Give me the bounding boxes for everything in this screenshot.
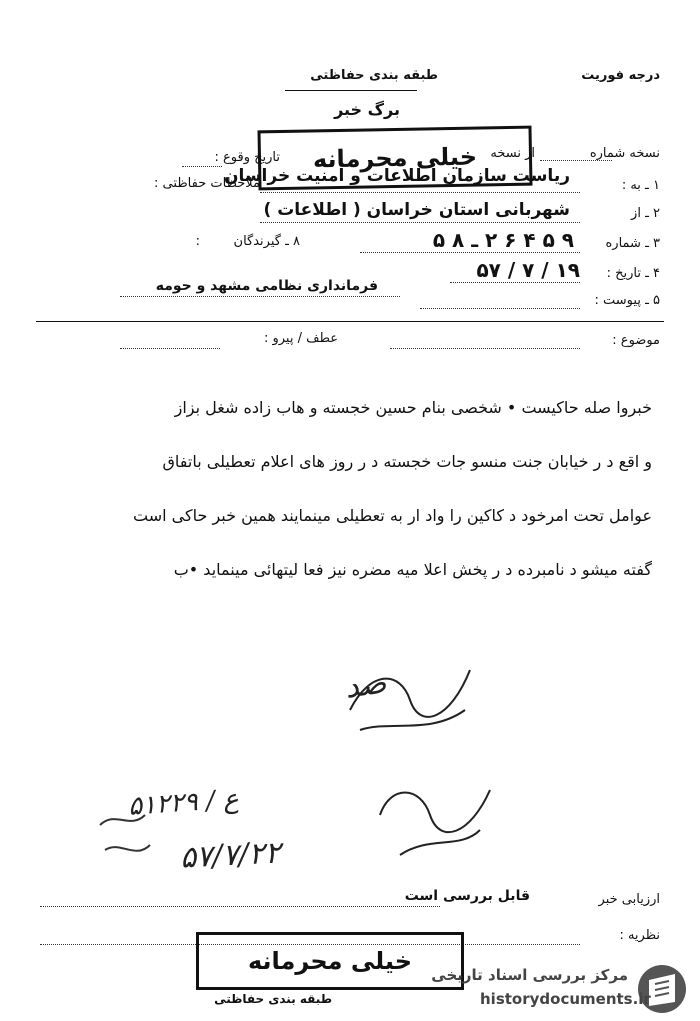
attachment-label: ۵ ـ پیوست : bbox=[594, 293, 660, 308]
footer-classification: طبقه بندی حفاظتی bbox=[214, 992, 332, 1006]
handwritten-date: ۵۷/۷/۲۲ bbox=[179, 835, 282, 876]
reference-label: عطف / پیرو : bbox=[263, 331, 338, 346]
attachment-dots bbox=[420, 308, 580, 309]
signature-1-scribble bbox=[340, 650, 480, 740]
copy-number-dots bbox=[540, 160, 612, 161]
occurrence-date-label: تاریخ وقوع : bbox=[214, 150, 280, 165]
recipient-value: فرمانداری نظامی مشهد و حومه bbox=[155, 278, 378, 294]
security-remarks-label: ملاحظات حفاظتی : bbox=[154, 176, 260, 191]
header-separator bbox=[36, 321, 664, 322]
urgency-label: درجه فوریت bbox=[581, 68, 660, 83]
signature-2-scribble bbox=[370, 775, 500, 865]
evaluation-dots bbox=[40, 906, 440, 907]
number-dots bbox=[360, 252, 580, 253]
recipients-label: ۸ ـ گیرندگان bbox=[233, 234, 300, 249]
form-title: برگ خبر bbox=[334, 100, 400, 119]
comment-label: نظریه : bbox=[619, 928, 660, 943]
watermark-org: مرکز بررسی اسناد تاریخی bbox=[431, 966, 628, 984]
number-value: ۹ ۵ ۴ ۶ ۲ ـ ۸ ۵ bbox=[432, 228, 574, 252]
body-line-1: خبروا صله حاکیست • شخصی بنام حسین خجسته و هاب زاده شغل بزاز bbox=[174, 398, 652, 417]
from-copy-label: از نسخه bbox=[490, 146, 535, 161]
watermark-url: historydocuments.ir bbox=[480, 990, 651, 1008]
classification-label: طبقه بندی حفاظتی bbox=[310, 68, 438, 83]
to-dots bbox=[260, 192, 580, 193]
evaluation-value: قابل بررسی است bbox=[404, 888, 530, 904]
bottom-secret-stamp: خیلی محرمانه bbox=[196, 932, 464, 990]
date-value: ۱۹ / ۷ / ۵۷ bbox=[476, 258, 580, 282]
reference-dots bbox=[120, 348, 220, 349]
date-label: ۴ ـ تاریخ : bbox=[606, 266, 660, 281]
evaluation-label: ارزیابی خبر bbox=[598, 892, 660, 907]
body-line-2: و اقع د ر خیابان جنت منسو جات خجسته د ر روز های اعلام تعطیلی باتفاق bbox=[162, 452, 652, 471]
subject-label: موضوع : bbox=[612, 333, 660, 348]
classification-underline bbox=[285, 90, 417, 91]
number-label: ۳ ـ شماره bbox=[605, 236, 660, 251]
date-dots bbox=[450, 282, 580, 283]
subject-dots bbox=[390, 348, 580, 349]
body-line-3: عوامل تحت امرخود د کاکین را واد ار به تعطیلی مینمایند همین خبر حاکی است bbox=[133, 506, 652, 525]
recipient-dots bbox=[120, 296, 400, 297]
signature-1: ﺻﺪ bbox=[342, 665, 389, 706]
top-secret-stamp: خیلی محرمانه bbox=[257, 126, 532, 191]
copy-number-label: نسخه شماره bbox=[589, 146, 660, 161]
from-label: ۲ ـ از bbox=[631, 206, 660, 221]
to-label: ۱ ـ به : bbox=[621, 178, 660, 193]
recipients-colon: : bbox=[195, 234, 200, 249]
to-value: ریاست سازمان اطلاعات و امنیت خراسان bbox=[223, 166, 570, 186]
from-value: شهربانی استان خراسان ( اطلاعات ) bbox=[263, 200, 570, 220]
body-line-4: گفته میشو د نامبرده د ر پخش اعلا میه مضره نیز فعا لیتهائی مینماید •ب bbox=[173, 560, 652, 579]
handwritten-number: ۵۱۲۲۹ / ع bbox=[127, 784, 240, 822]
occurrence-date-dots bbox=[182, 166, 222, 167]
handwritten-note-scribble bbox=[90, 805, 160, 875]
from-dots bbox=[260, 222, 580, 223]
